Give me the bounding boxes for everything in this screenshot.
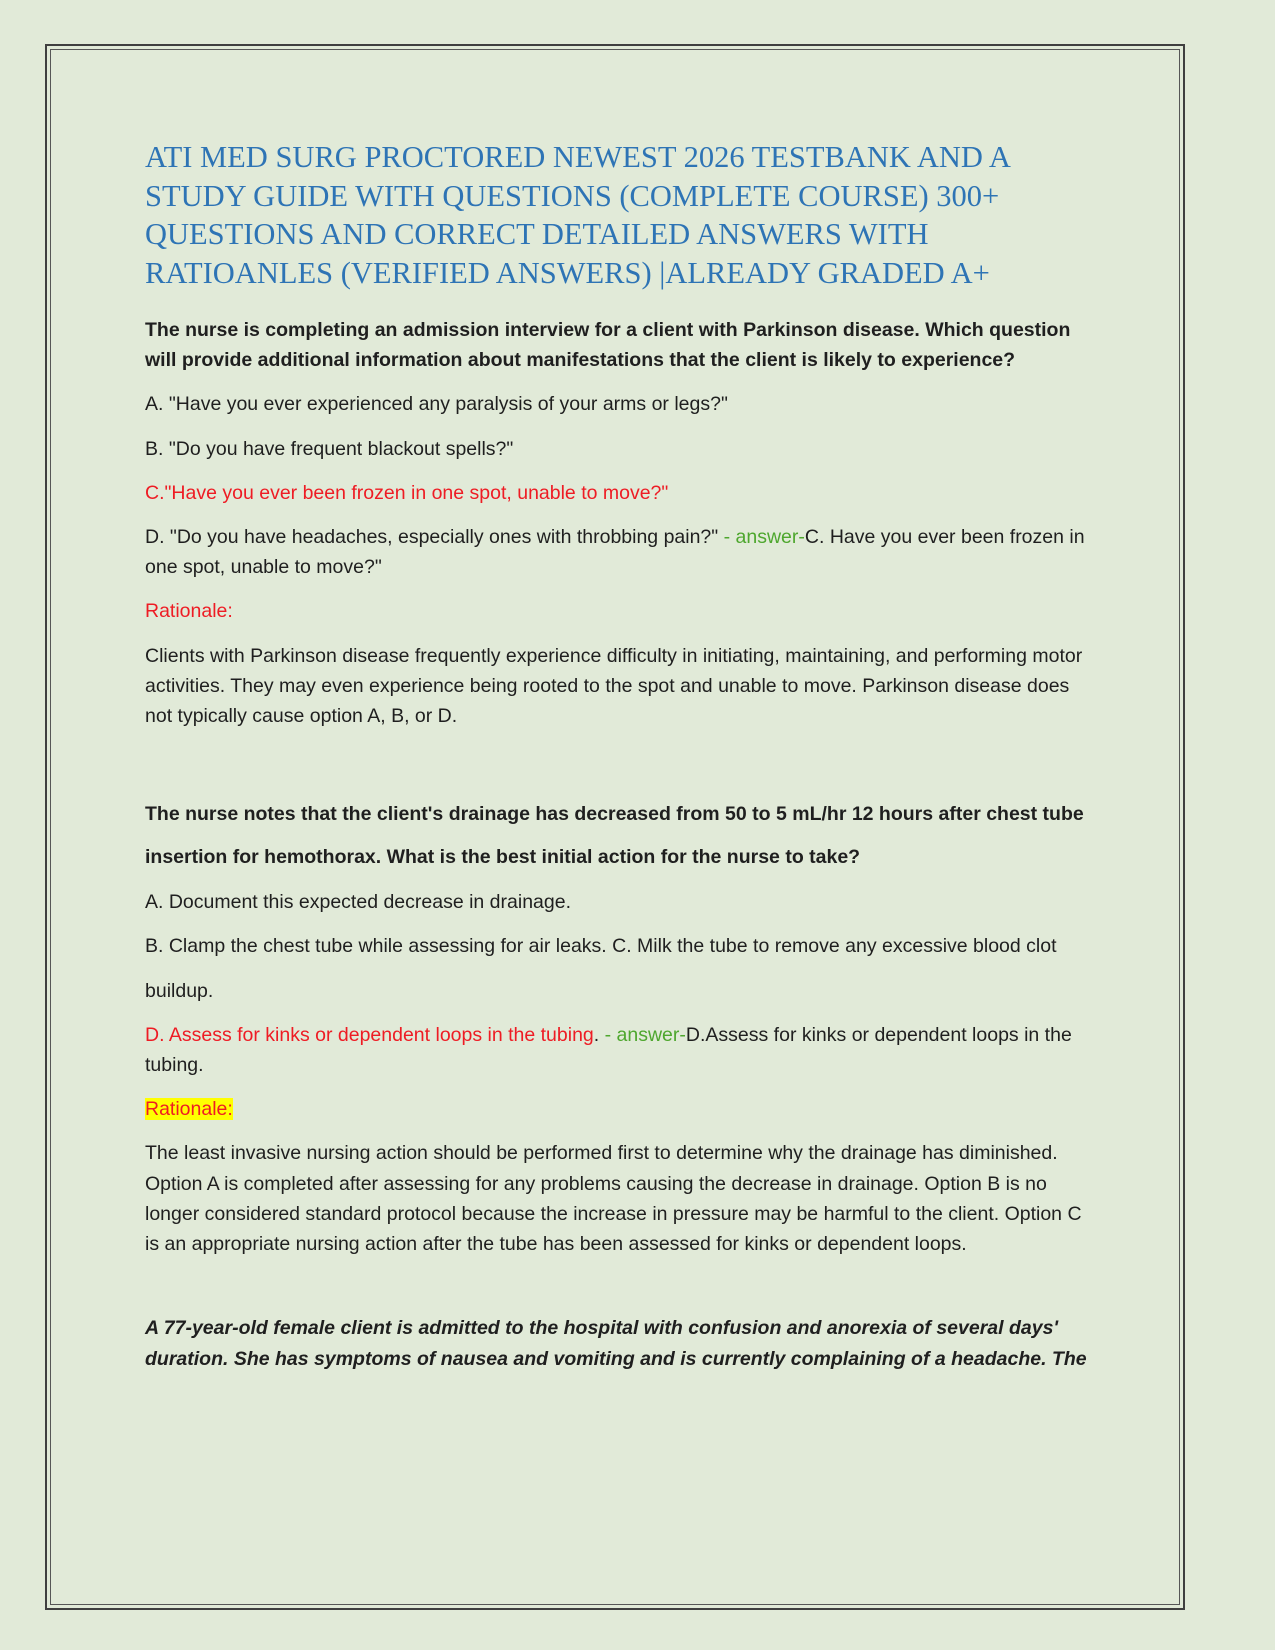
question-2-answer-text: D.Assess for kinks or dependent loops in the tubing. (145, 1023, 1072, 1076)
question-1-option-d-line (145, 522, 1090, 582)
question-block-2 (145, 793, 1090, 1259)
section-spacer (145, 745, 1090, 793)
question-2-rationale-label-line (145, 1094, 1090, 1124)
question-1-rationale-label: Rationale: (145, 600, 233, 623)
question-2-option-b: B. Clamp the chest tube while assessing for air leaks. C. Milk the tube to remove any excessive blood clot (145, 935, 1057, 958)
section-spacer (145, 1273, 1090, 1313)
question-2-rationale-text: The least invasive nursing action should be performed first to determine why the drainage has diminished. Option A is completed after assessing for any problems causing the decrease in drainage. Option B is no longer considered standard protocol because the increase in pressure may be harmful to the client. Option C is an appropriate nursing action after the tube has been assessed for kinks or dependent loops. (145, 1142, 1082, 1256)
question-3-intro: A 77-year-old female client is admitted to the hospital with confusion and anorexia of several days' duration. She has symptoms of nausea and vomiting and is currently complaining of a headache. The (145, 1317, 1087, 1370)
question-2-option-a: A. Document this expected decrease in drainage. (145, 891, 572, 914)
question-1-rationale-text: Clients with Parkinson disease frequently experience difficulty in initiating, maintaining, and performing motor activities. They may even experience being rooted to the spot and unable to move. Parkinson disease does not typically cause option A, B, or D. (145, 644, 1083, 728)
document-title: ATI MED SURG PROCTORED NEWEST 2026 TESTBANK AND A STUDY GUIDE WITH QUESTIONS (COMPLETE COURSE) 300+ QUESTIONS AND CORRECT DETAILED ANSWERS WITH RATIOANLES (VERIFIED ANSWERS) |ALREADY GRADED A+ (145, 140, 1010, 291)
question-block-3 (145, 1313, 1090, 1373)
question-2-option-d-punctuation: . (593, 1023, 605, 1046)
document-content (145, 138, 1090, 1388)
question-2-option-d: D. Assess for kinks or dependent loops in the tubing (145, 1023, 594, 1046)
question-1-answer-text: C. Have you ever been frozen in one spot, unable to move?" (145, 526, 1085, 579)
question-2-option-d-line (145, 1020, 1090, 1080)
question-block-1 (145, 315, 1090, 731)
question-2-rationale-label: Rationale: (145, 1098, 233, 1121)
question-1-option-a: A. "Have you ever experienced any paralysis of your arms or legs?" (145, 393, 728, 416)
question-1-answer-marker: - answer- (723, 526, 805, 549)
question-1-option-b: B. "Do you have frequent blackout spells?" (145, 437, 514, 460)
question-2-prompt: The nurse notes that the client's drainage has decreased from 50 to 5 mL/hr 12 hours after chest tube insertion for hemothorax. What is the best initial action for the nurse to take? (145, 803, 1084, 869)
question-1-option-c: C."Have you ever been frozen in one spot, unable to move?" (145, 481, 669, 504)
question-2-option-b-continued: buildup. (145, 979, 214, 1002)
question-1-prompt: The nurse is completing an admission interview for a client with Parkinson disease. Which question will provide additional information about manifestations that the client is likely to experience? (145, 318, 1071, 372)
question-1-option-d: D. "Do you have headaches, especially ones with throbbing pain?" (145, 526, 724, 549)
question-2-answer-marker: - answer- (604, 1023, 686, 1046)
